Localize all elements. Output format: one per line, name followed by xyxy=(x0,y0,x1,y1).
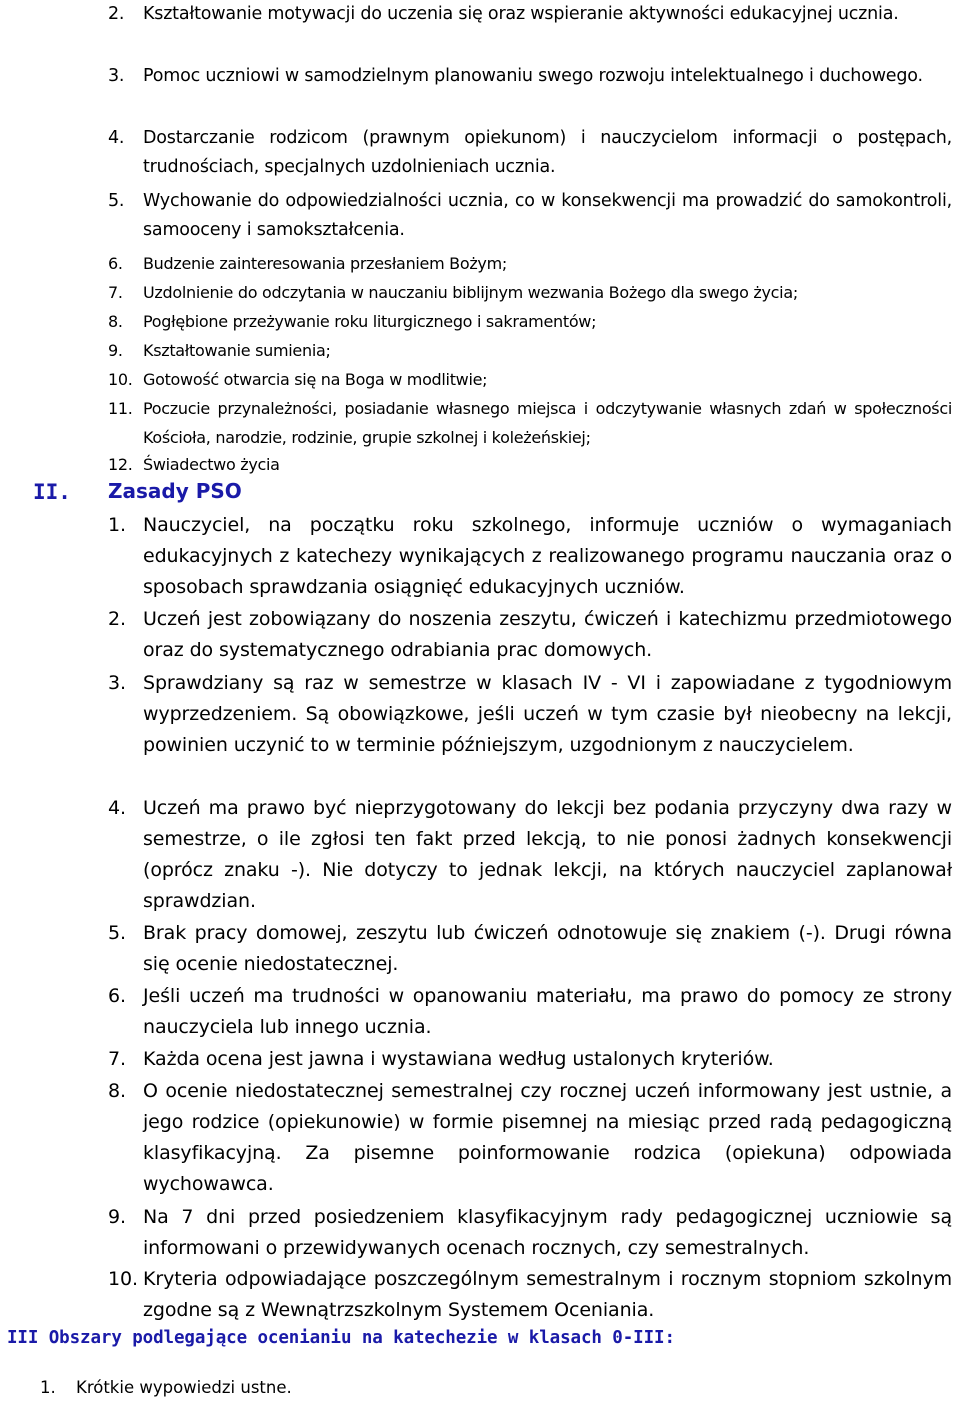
list-item xyxy=(108,981,952,1043)
item-number: 4. xyxy=(108,128,125,148)
item-text: Gotowość otwarcia się na Boga w modlitwie; xyxy=(143,370,488,389)
section-numeral: II. xyxy=(33,480,71,504)
item-number: 3. xyxy=(108,672,126,694)
list-item xyxy=(108,124,952,182)
item-text: Świadectwo życia xyxy=(143,455,280,474)
list-item xyxy=(108,793,952,917)
section-title: Zasady PSO xyxy=(108,479,242,503)
item-text: Nauczyciel, na początku roku szkolnego, informuje uczniów o wymaganiach edukacyjnych z katechezy wynikających z realizowanego programu nauczania oraz o sposobach sprawdzania osiągnięć edukacyjnych uczniów. xyxy=(143,514,952,598)
list-item xyxy=(108,668,952,761)
item-text: O ocenie niedostatecznej semestralnej czy rocznej uczeń informowany jest ustnie, a jego rodzice (opiekunowie) w formie pisemnej na miesiąc przed radą pedagogiczną klasyfikacyjną. Za pisemne poinformowanie rodzica (opiekuna) odpowiada wychowawca. xyxy=(143,1080,952,1195)
item-text: Wychowanie do odpowiedzialności ucznia, co w konsekwencji ma prowadzić do samokontroli, samooceny i samokształcenia. xyxy=(143,191,952,240)
item-number: 12. xyxy=(108,455,133,474)
list-item xyxy=(108,451,952,480)
item-number: 8. xyxy=(108,1080,126,1102)
item-text: Dostarczanie rodzicom (prawnym opiekunom) i nauczycielom informacji o postępach, trudnościach, specjalnych uzdolnieniach ucznia. xyxy=(143,128,952,177)
list-item xyxy=(40,1378,292,1397)
item-text: Kształtowanie sumienia; xyxy=(143,341,331,360)
list-item xyxy=(108,395,952,452)
item-text: Kształtowanie motywacji do uczenia się oraz wspieranie aktywności edukacyjnej ucznia. xyxy=(143,4,899,24)
item-number: 7. xyxy=(108,283,123,302)
section-heading: III Obszary podlegające ocenianiu na katechezie w klasach 0-III: xyxy=(7,1328,675,1348)
list-item xyxy=(108,0,952,29)
list-item xyxy=(108,308,952,337)
item-text: Uzdolnienie do odczytania w nauczaniu biblijnym wezwania Bożego dla swego życia; xyxy=(143,283,798,302)
list-item xyxy=(108,1076,952,1200)
item-text: Poczucie przynależności, posiadanie własnego miejsca i odczytywanie własnych zdań w społeczności Kościoła, narodzie, rodzinie, grupie szkolnej i koleżeńskiej; xyxy=(143,399,952,447)
item-text: Na 7 dni przed posiedzeniem klasyfikacyjnym rady pedagogicznej uczniowie są informowani o przewidywanych ocenach rocznych, czy semestralnych. xyxy=(143,1206,952,1259)
list-item xyxy=(108,187,952,245)
item-number: 4. xyxy=(108,797,126,819)
item-number: 1. xyxy=(40,1378,56,1397)
item-number: 2. xyxy=(108,608,126,630)
item-text: Brak pracy domowej, zeszytu lub ćwiczeń odnotowuje się znakiem (-). Drugi równa się ocenie niedostatecznej. xyxy=(143,922,952,975)
item-number: 6. xyxy=(108,985,126,1007)
list-item xyxy=(108,62,952,91)
list-item xyxy=(108,1044,952,1075)
item-text: Sprawdziany są raz w semestrze w klasach IV - VI i zapowiadane z tygodniowym wyprzedzeniem. Są obowiązkowe, jeśli uczeń w tym czasie był nieobecny na lekcji, powinien uczynić to w terminie późniejszym, uzgodnionym z nauczycielem. xyxy=(143,672,952,756)
item-number: 8. xyxy=(108,312,123,331)
list-item xyxy=(108,337,952,366)
item-text: Pomoc uczniowi w samodzielnym planowaniu swego rozwoju intelektualnego i duchowego. xyxy=(143,66,923,86)
list-item xyxy=(108,918,952,980)
list-item xyxy=(108,604,952,666)
list-item xyxy=(108,1202,952,1264)
item-number: 5. xyxy=(108,922,126,944)
item-number: 3. xyxy=(108,66,125,86)
list-item xyxy=(108,279,952,308)
item-text: Kryteria odpowiadające poszczególnym semestralnym i rocznym stopniom szkolnym zgodne są z Wewnątrzszkolnym Systemem Oceniania. xyxy=(143,1268,952,1321)
item-text: Budzenie zainteresowania przesłaniem Bożym; xyxy=(143,254,507,273)
item-text: Pogłębione przeżywanie roku liturgicznego i sakramentów; xyxy=(143,312,597,331)
item-text: Każda ocena jest jawna i wystawiana według ustalonych kryteriów. xyxy=(143,1048,774,1070)
item-number: 5. xyxy=(108,191,125,211)
item-text: Uczeń jest zobowiązany do noszenia zeszytu, ćwiczeń i katechizmu przedmiotowego oraz do systematycznego odrabiania prac domowych. xyxy=(143,608,952,661)
item-text: Jeśli uczeń ma trudności w opanowaniu materiału, ma prawo do pomocy ze strony nauczyciela lub innego ucznia. xyxy=(143,985,952,1038)
item-number: 6. xyxy=(108,254,123,273)
item-number: 9. xyxy=(108,341,123,360)
list-item xyxy=(108,1264,952,1326)
item-number: 1. xyxy=(108,514,126,536)
item-number: 9. xyxy=(108,1206,126,1228)
item-number: 2. xyxy=(108,4,125,24)
item-number: 10. xyxy=(108,1268,138,1290)
item-text: Uczeń ma prawo być nieprzygotowany do lekcji bez podania przyczyny dwa razy w semestrze, o ile zgłosi ten fakt przed lekcją, to nie ponosi żadnych konsekwencji (oprócz znaku -). Nie dotyczy to jednak lekcji, na których nauczyciel zaplanował sprawdzian. xyxy=(143,797,952,912)
item-text: Krótkie wypowiedzi ustne. xyxy=(76,1378,292,1397)
list-item xyxy=(108,250,952,279)
item-number: 11. xyxy=(108,399,133,418)
list-item xyxy=(108,510,952,603)
item-number: 7. xyxy=(108,1048,126,1070)
list-item xyxy=(108,366,952,395)
item-number: 10. xyxy=(108,370,133,389)
